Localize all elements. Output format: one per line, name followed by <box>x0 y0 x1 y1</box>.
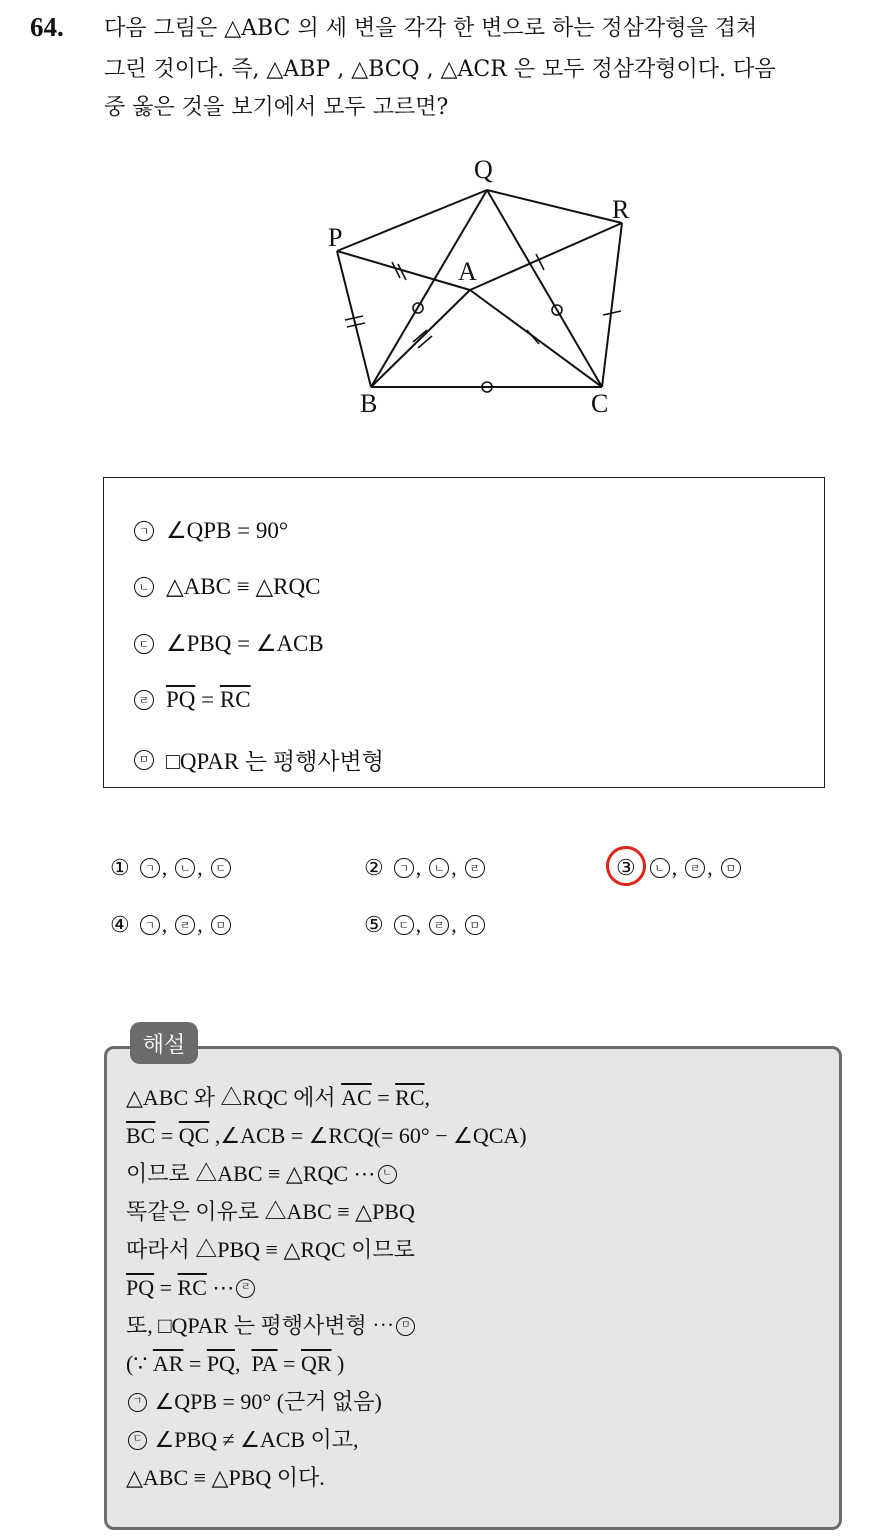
equal-mark-double-tick <box>413 330 432 348</box>
circled-letter: ㄴ <box>650 858 670 878</box>
text-run: ⋯ <box>206 1275 235 1300</box>
segment-QC <box>487 190 602 387</box>
circled-letter: ㄱ <box>140 915 160 935</box>
text-run: = <box>371 1085 396 1110</box>
circled-letter: ㄱ <box>128 1393 147 1412</box>
comma-separator: , <box>415 912 422 937</box>
circled-letter: ㄹ <box>429 915 449 935</box>
circled-letter: ㄷ <box>211 858 231 878</box>
text-run: 이므로 △ABC ≡ △RQC ⋯ <box>126 1161 376 1186</box>
comma-separator: , <box>197 855 203 880</box>
overlined-segment: $\overline{BC}$ <box>126 1123 156 1148</box>
circled-letter: ㄴ <box>429 858 449 878</box>
explanation-line <box>126 1467 325 1489</box>
text-run: ∠QPB = 90° (근거 없음) <box>149 1389 382 1414</box>
text-run: = <box>183 1351 207 1376</box>
segment-RA <box>470 223 622 290</box>
statement-text <box>166 687 251 713</box>
equal-mark-tick <box>527 330 539 344</box>
choice-number: ② <box>364 855 384 880</box>
geometry-figure <box>300 150 660 430</box>
question-text-line: 중 옳은 것을 보기에서 모두 고르면? <box>104 95 449 120</box>
overlined-segment: $\overline{QC}$ <box>178 1123 210 1148</box>
overlined-segment: $\overline{PQ}$ <box>166 687 196 712</box>
answer-choice-1[interactable] <box>110 855 231 881</box>
overlined-segment: $\overline{AR}$ <box>152 1351 184 1376</box>
circled-letter: ㅁ <box>134 750 154 770</box>
statement-item <box>134 687 251 713</box>
circled-letter: ㄹ <box>465 858 485 878</box>
overlined-segment: $\overline{RC}$ <box>177 1275 207 1300</box>
circled-letter: ㅁ <box>211 915 231 935</box>
text-run: (∵ <box>126 1351 153 1376</box>
statement-text <box>166 743 384 776</box>
segment-AC <box>470 290 602 387</box>
explanation-line <box>126 1087 430 1109</box>
explanation-line <box>126 1201 415 1223</box>
answer-choice-5[interactable] <box>364 912 485 938</box>
vertex-label-A: A <box>458 257 477 286</box>
text-run: = <box>154 1275 178 1300</box>
comma-separator: , <box>451 912 457 937</box>
circled-letter: ㅁ <box>721 858 741 878</box>
text-run: 따라서 △PBQ ≡ △RQC 이므로 <box>126 1237 415 1262</box>
choice-number: ① <box>110 855 130 880</box>
text-run: △ABC ≡ △PBQ 이다. <box>126 1465 325 1490</box>
answer-choice-4[interactable] <box>110 912 231 938</box>
explanation-line <box>126 1391 382 1413</box>
overlined-segment: $\overline{RC}$ <box>395 1085 425 1110</box>
comma-separator: , <box>415 855 422 880</box>
text-run: 또, □QPAR 는 평행사변형 ⋯ <box>126 1313 395 1338</box>
comma-separator: , <box>161 855 168 880</box>
statement-text <box>166 574 320 600</box>
overlined-segment: $\overline{PQ}$ <box>126 1275 155 1300</box>
comma-separator: , <box>671 855 678 880</box>
statements-box <box>103 477 825 788</box>
explanation-line <box>126 1239 415 1261</box>
circled-letter: ㄹ <box>685 858 705 878</box>
circled-letter: ㅁ <box>396 1317 415 1336</box>
text-run: ∠PBQ ≠ ∠ACB 이고, <box>149 1427 359 1452</box>
choice-number: ③ <box>616 855 636 880</box>
explanation-line <box>126 1277 257 1299</box>
explanation-line <box>126 1429 359 1451</box>
answer-choice-2[interactable] <box>364 855 485 881</box>
statement-item <box>134 574 320 600</box>
choice-number: ⑤ <box>364 912 384 937</box>
explanation-line <box>126 1315 417 1337</box>
text-run: = <box>195 687 220 712</box>
question-number: 64. <box>30 12 64 42</box>
comma-separator: , <box>707 855 713 880</box>
question-text-line: 다음 그림은 △ABC 의 세 변을 각각 한 변으로 하는 정삼각형을 겹쳐 <box>104 16 758 41</box>
circled-letter: ㄹ <box>134 690 154 710</box>
text-run: □QPAR 는 평행사변형 <box>166 749 384 774</box>
text-run: 똑같은 이유로 △ABC ≡ △PBQ <box>126 1199 415 1224</box>
segment-QR <box>487 190 622 223</box>
text-run: △ABC ≡ △RQC <box>166 574 321 599</box>
text-run: = <box>155 1123 179 1148</box>
explanation-tab: 해설 <box>130 1022 198 1064</box>
circled-letter: ㄷ <box>394 915 414 935</box>
statement-text <box>166 518 288 544</box>
comma-separator: , <box>451 855 457 880</box>
segment-PA <box>337 251 470 290</box>
overlined-segment: $\overline{PA}$ <box>251 1351 278 1376</box>
vertex-label-C: C <box>591 389 609 418</box>
vertex-label-Q: Q <box>474 155 493 184</box>
statement-item <box>134 743 384 776</box>
text-run: ) <box>331 1351 345 1376</box>
text-run: , <box>424 1085 430 1110</box>
circled-letter: ㄷ <box>128 1431 147 1450</box>
circled-letter: ㄱ <box>394 858 414 878</box>
choice-number: ④ <box>110 912 130 937</box>
segment-RC <box>602 223 622 387</box>
circled-letter: ㄴ <box>134 577 154 597</box>
circled-letter: ㄹ <box>175 915 195 935</box>
text-run: , <box>234 1351 252 1376</box>
statement-text <box>166 631 324 657</box>
text-run: ∠QPB = 90° <box>166 518 289 543</box>
overlined-segment: $\overline{AC}$ <box>341 1085 372 1110</box>
overlined-segment: $\overline{RC}$ <box>219 687 251 712</box>
overlined-segment: $\overline{QR}$ <box>300 1351 332 1376</box>
circled-letter: ㄱ <box>140 858 160 878</box>
circled-letter: ㄴ <box>175 858 195 878</box>
comma-separator: , <box>197 912 203 937</box>
explanation-line <box>126 1125 527 1147</box>
vertex-label-P: P <box>328 223 343 252</box>
text-run: ∠PBQ = ∠ACB <box>166 631 324 656</box>
segment-PB <box>337 251 371 387</box>
vertex-label-R: R <box>612 195 630 224</box>
statement-item <box>134 631 324 657</box>
circled-letter: ㄷ <box>134 634 154 654</box>
answer-circle-mark <box>602 842 649 889</box>
circled-letter: ㄹ <box>236 1279 255 1298</box>
segment-PQ <box>337 190 487 251</box>
question-text-line: 그린 것이다. 즉, △ABP , △BCQ , △ACR 은 모두 정삼각형이다. 다음 <box>104 57 776 82</box>
comma-separator: , <box>161 912 168 937</box>
circled-letter: ㄴ <box>378 1165 397 1184</box>
segment-QB <box>371 190 487 387</box>
equal-mark-tick <box>536 254 544 270</box>
text-run: △ABC 와 △RQC 에서 <box>126 1085 342 1110</box>
overlined-segment: $\overline{PQ}$ <box>206 1351 235 1376</box>
circled-letter: ㅁ <box>465 915 485 935</box>
text-run: = <box>277 1351 301 1376</box>
vertex-label-B: B <box>360 389 378 418</box>
statement-item <box>134 518 288 544</box>
explanation-line <box>126 1353 344 1375</box>
circled-letter: ㄱ <box>134 521 154 541</box>
text-run: ,∠ACB = ∠RCQ(= 60° − ∠QCA) <box>209 1123 527 1148</box>
explanation-line <box>126 1163 399 1185</box>
